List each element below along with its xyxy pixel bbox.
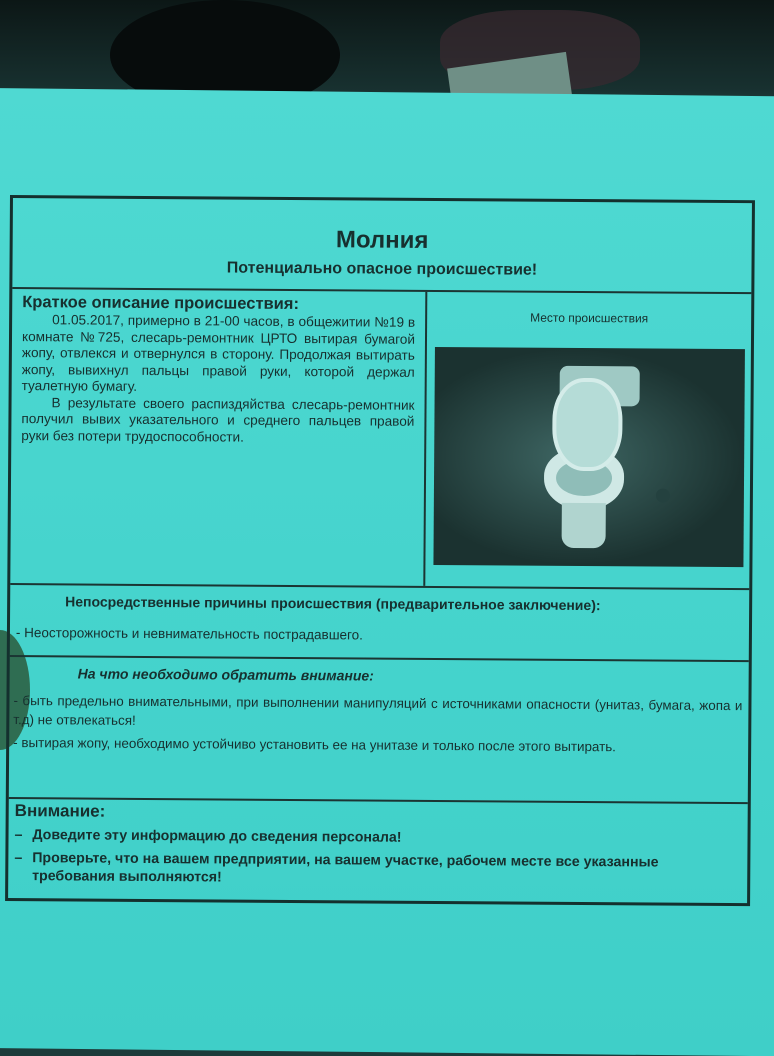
causes-text: - Неосторожность и невнимательность пострадавшего. [15, 625, 364, 643]
warning-item-text: Доведите эту информацию до сведения персонала! [32, 827, 402, 846]
causes-section [10, 585, 749, 662]
bullet: – [14, 850, 23, 867]
description-paragraph: В результате своего распиздяйства слесарь-ремонтник получил вывих указательного и среднего пальцев правой руки без потери трудоспособности. [21, 394, 415, 445]
warning-item-text: Проверьте, что на вашем предприятии, на вашем участке, рабочем месте все указанные требования выполняются! [32, 850, 659, 886]
description-column [10, 289, 427, 586]
subtitle: Потенциально опасное происшествие! [226, 259, 538, 279]
attention-item: - быть предельно внимательными, при выполнении манипуляций с источниками опасности (унитаз, бумага, жопа и т.д) не отвлекаться! [13, 693, 743, 728]
toilet-brush [656, 489, 670, 503]
warning-item [14, 826, 741, 849]
attention-section [9, 657, 749, 804]
location-caption: Место происшествия [530, 310, 649, 326]
title: Молния [335, 226, 429, 254]
toilet-lid [552, 378, 623, 471]
warning-section [8, 799, 748, 906]
description-section [10, 289, 751, 590]
incident-notice [5, 195, 755, 906]
attention-heading: На что необходимо обратить внимание: [77, 665, 374, 684]
warning-item [14, 849, 741, 890]
causes-heading: Непосредственные причины происшествия (предварительное заключение): [65, 593, 601, 614]
location-column [425, 292, 751, 588]
warning-heading: Внимание: [14, 801, 106, 821]
attention-item: - вытирая жопу, необходимо устойчиво установить ее на унитазе и только после этого вытирать. [13, 735, 616, 755]
bullet: – [14, 827, 23, 844]
location-photo [433, 347, 745, 567]
title-section [12, 198, 752, 294]
toilet-pedestal [562, 503, 606, 548]
description-heading: Краткое описание происшествия: [22, 293, 300, 314]
description-paragraph: 01.05.2017, примерно в 21-00 часов, в общежитии №19 в комнате №725, слесарь-ремонтник ЦРТО вытирая бумагой жопу, отвлекся и отвернулся в сторону. Продолжая вытирать жопу, вывихнул пальцы правой руки, которой держал туалетную бумагу. [21, 312, 416, 394]
